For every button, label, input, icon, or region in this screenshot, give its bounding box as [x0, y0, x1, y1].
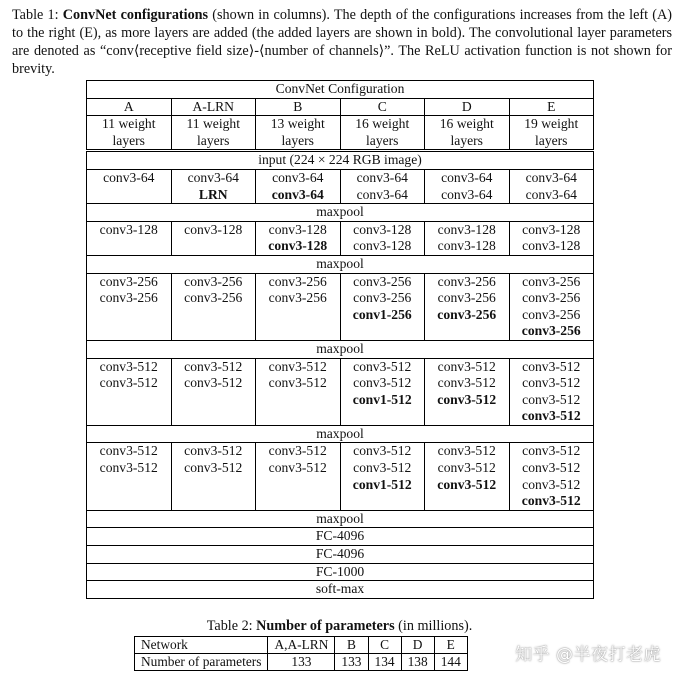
tail-layer-3-row [87, 563, 594, 581]
layer-label: conv3-256 [184, 290, 243, 306]
column-unit: layers [366, 132, 399, 148]
layer-label: conv3-512 [353, 460, 412, 476]
layer-label: conv1-512 [352, 476, 412, 492]
tail-layer-1-row [87, 528, 594, 546]
layer-label: conv3-512 [99, 375, 158, 391]
column-depth: 19 weight [524, 116, 579, 132]
column-depth: 11 weight [102, 116, 156, 132]
column-id: A [123, 98, 134, 114]
layer-label: conv1-512 [352, 391, 412, 407]
params-header-cell: D [401, 637, 434, 654]
layer-label: conv3-128 [268, 221, 327, 237]
layer-label: conv3-256 [521, 323, 581, 339]
config-header: ConvNet Configuration [87, 81, 594, 99]
column-unit: layers [450, 132, 483, 148]
params-value-cell: 133 [335, 654, 368, 671]
layer-label: conv3-512 [99, 358, 158, 374]
layer-label: conv3-64 [525, 169, 577, 185]
maxpool-4: maxpool [87, 425, 594, 443]
column-unit: layers [281, 132, 314, 148]
layer-label: conv3-128 [522, 221, 581, 237]
conv-cell-a-lrn [171, 358, 256, 425]
depth-row [87, 116, 594, 151]
maxpool-5: maxpool [87, 510, 594, 528]
layer-label: conv3-64 [271, 186, 324, 202]
conv-block-5 [87, 443, 594, 510]
column-depth-c [340, 116, 425, 151]
column-header-e [509, 98, 594, 116]
layer-label: conv3-256 [184, 273, 243, 289]
layer-label: conv3-512 [437, 375, 496, 391]
conv-cell-e [509, 358, 594, 425]
conv-cell-c [340, 273, 425, 340]
input-row-label-row [87, 151, 594, 170]
layer-label: conv3-128 [437, 221, 496, 237]
layer-label: conv3-256 [99, 273, 158, 289]
table2-suffix: (in millions). [394, 618, 473, 634]
layer-label: conv3-512 [268, 460, 327, 476]
conv-cell-d [425, 443, 510, 510]
maxpool-3-row [87, 340, 594, 358]
conv-cell-d [425, 273, 510, 340]
params-value-cell: 134 [368, 654, 401, 671]
conv-cell-c [340, 358, 425, 425]
conv-cell-c [340, 169, 425, 203]
column-id: E [547, 98, 556, 114]
conv-cell-b [256, 358, 341, 425]
layer-label: conv3-128 [353, 221, 412, 237]
tail-layer-4: soft-max [87, 581, 594, 599]
maxpool-2: maxpool [87, 255, 594, 273]
layer-label: conv3-256 [437, 290, 496, 306]
params-row-label: Number of parameters [135, 654, 268, 671]
layer-label: conv3-512 [353, 375, 412, 391]
column-header-a-lrn [171, 98, 256, 116]
layer-label: conv3-512 [522, 476, 581, 492]
maxpool-5-row [87, 510, 594, 528]
params-value-cell: 133 [268, 654, 335, 671]
conv-cell-d [425, 221, 510, 255]
layer-label: conv3-64 [441, 186, 493, 202]
layer-label: conv3-256 [353, 290, 412, 306]
parameters-table [134, 636, 468, 671]
conv-cell-a [87, 358, 172, 425]
column-depth-d [425, 116, 510, 151]
table2-caption [0, 618, 679, 635]
table2-prefix: Table 2: [206, 618, 257, 634]
layer-label: conv3-512 [268, 443, 327, 459]
layer-label: conv3-512 [184, 460, 243, 476]
layer-label: conv3-128 [99, 221, 158, 237]
column-id: A-LRN [192, 98, 235, 114]
params-header-cell: E [434, 637, 467, 654]
layer-label: conv3-256 [437, 306, 497, 322]
table1-caption [12, 6, 672, 78]
layer-label: conv3-512 [522, 443, 581, 459]
layer-label: conv3-256 [522, 273, 581, 289]
conv-cell-e [509, 443, 594, 510]
layer-label: conv3-128 [522, 238, 581, 254]
layer-label: conv3-64 [525, 186, 577, 202]
watermark: 知乎 @半夜打老虎 [515, 645, 661, 665]
layer-label: conv3-256 [99, 290, 158, 306]
convnet-config-table [86, 80, 594, 599]
column-id: B [293, 98, 303, 114]
column-header-d [425, 98, 510, 116]
conv-cell-d [425, 358, 510, 425]
layer-label: conv3-256 [437, 273, 496, 289]
tail-layer-2-row [87, 546, 594, 564]
layer-label: conv3-512 [353, 443, 412, 459]
layer-label: conv3-512 [522, 460, 581, 476]
layer-label: conv3-512 [437, 358, 496, 374]
maxpool-2-row [87, 255, 594, 273]
conv-cell-b [256, 221, 341, 255]
column-id: D [461, 98, 472, 114]
layer-label: conv3-64 [441, 169, 493, 185]
column-depth: 13 weight [270, 116, 325, 132]
layer-label: conv3-512 [99, 460, 158, 476]
params-header-row [135, 637, 468, 654]
layer-label: conv3-512 [521, 493, 581, 509]
layer-label: conv3-128 [437, 238, 496, 254]
layer-label: LRN [198, 186, 228, 202]
layer-label: conv3-256 [522, 306, 581, 322]
tail-layer-1: FC-4096 [87, 528, 594, 546]
input-row-label: input (224 × 224 RGB image) [87, 151, 594, 170]
column-unit: layers [197, 132, 230, 148]
tail-layer-3: FC-1000 [87, 563, 594, 581]
layer-label: conv3-512 [522, 375, 581, 391]
caption-text: (shown in columns). The depth of the configurations increases from the left (A) to the right (E), as more layers are added (the added layers are shown in bold). The convolutional layer parameters are denoted as “conv⟨receptive field size⟩-⟨number of channels⟩”. The ReLU activation function is not shown for brevity. [12, 7, 672, 77]
params-header-cell: C [368, 637, 401, 654]
table2-title: Number of parameters [256, 618, 395, 634]
layer-label: conv1-256 [352, 306, 412, 322]
layer-label: conv3-512 [437, 476, 497, 492]
layer-label: conv3-512 [522, 358, 581, 374]
conv-block-2 [87, 221, 594, 255]
conv-block-1 [87, 169, 594, 203]
layer-label: conv3-64 [356, 186, 408, 202]
conv-cell-e [509, 273, 594, 340]
caption-title: ConvNet configurations [62, 7, 209, 23]
params-header-cell: A,A-LRN [268, 637, 335, 654]
layer-label: conv3-512 [437, 391, 497, 407]
column-header-c [340, 98, 425, 116]
layer-label: conv3-256 [353, 273, 412, 289]
layer-label: conv3-512 [437, 443, 496, 459]
maxpool-1-row [87, 204, 594, 222]
conv-cell-a [87, 169, 172, 203]
layer-label: conv3-512 [184, 358, 243, 374]
conv-cell-c [340, 221, 425, 255]
conv-cell-e [509, 221, 594, 255]
maxpool-3: maxpool [87, 340, 594, 358]
layer-label: conv3-512 [522, 391, 581, 407]
conv-cell-b [256, 169, 341, 203]
conv-block-4 [87, 358, 594, 425]
params-value-cell: 144 [434, 654, 467, 671]
conv-cell-a [87, 221, 172, 255]
conv-cell-c [340, 443, 425, 510]
column-depth: 16 weight [439, 116, 494, 132]
conv-cell-d [425, 169, 510, 203]
conv-cell-a-lrn [171, 273, 256, 340]
layer-label: conv3-512 [184, 375, 243, 391]
conv-cell-a [87, 443, 172, 510]
layer-label: conv3-256 [268, 290, 327, 306]
maxpool-4-row [87, 425, 594, 443]
layer-label: conv3-512 [184, 443, 243, 459]
conv-cell-a-lrn [171, 169, 256, 203]
params-header-cell: Network [135, 637, 268, 654]
column-id: C [377, 98, 387, 114]
layer-label: conv3-64 [272, 169, 324, 185]
column-header-b [256, 98, 341, 116]
layer-label: conv3-512 [99, 443, 158, 459]
config-header-row [87, 81, 594, 99]
column-header-a [87, 98, 172, 116]
column-depth: 11 weight [186, 116, 240, 132]
layer-label: conv3-64 [103, 169, 155, 185]
params-header-cell: B [335, 637, 368, 654]
column-depth: 16 weight [355, 116, 410, 132]
layer-label: conv3-128 [268, 238, 328, 254]
layer-label: conv3-512 [437, 460, 496, 476]
conv-cell-a-lrn [171, 443, 256, 510]
layer-label: conv3-128 [353, 238, 412, 254]
params-value-cell: 138 [401, 654, 434, 671]
layer-label: conv3-512 [268, 358, 327, 374]
conv-cell-a-lrn [171, 221, 256, 255]
conv-cell-a [87, 273, 172, 340]
params-value-row [135, 654, 468, 671]
column-depth-b [256, 116, 341, 151]
column-unit: layers [535, 132, 568, 148]
tail-layer-4-row [87, 581, 594, 599]
tail-layer-2: FC-4096 [87, 546, 594, 564]
column-unit: layers [112, 132, 145, 148]
maxpool-1: maxpool [87, 204, 594, 222]
column-depth-a-lrn [171, 116, 256, 151]
layer-label: conv3-512 [353, 358, 412, 374]
layer-label: conv3-128 [184, 221, 243, 237]
layer-label: conv3-256 [522, 290, 581, 306]
layer-label: conv3-512 [521, 408, 581, 424]
conv-cell-e [509, 169, 594, 203]
layer-label: conv3-64 [187, 169, 239, 185]
layer-label: conv3-512 [268, 375, 327, 391]
conv-cell-b [256, 443, 341, 510]
column-depth-a [87, 116, 172, 151]
column-depth-e [509, 116, 594, 151]
column-header-row [87, 98, 594, 116]
conv-cell-b [256, 273, 341, 340]
conv-block-3 [87, 273, 594, 340]
caption-prefix: Table 1: [12, 7, 63, 23]
layer-label: conv3-64 [356, 169, 408, 185]
layer-label: conv3-256 [268, 273, 327, 289]
